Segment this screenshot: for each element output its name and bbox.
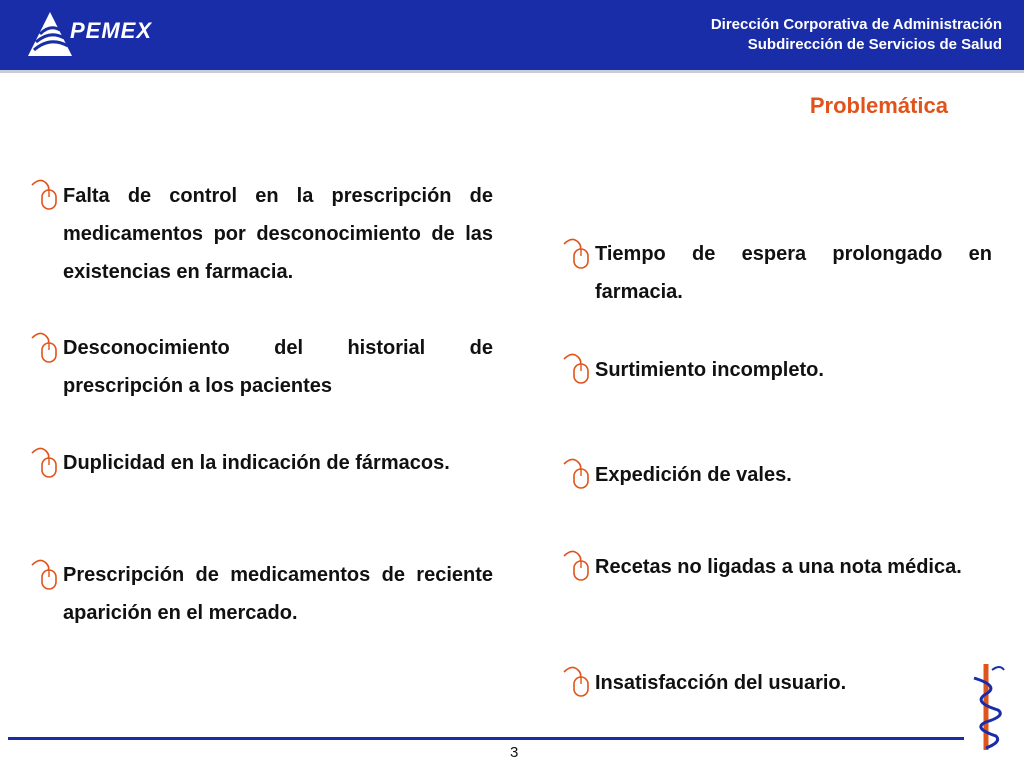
header-shadow: [0, 70, 1024, 73]
left-item-1: Falta de control en la prescripción de medicamentos por desconocimiento de las existencias en farmacia.: [63, 185, 493, 283]
slide-title: Problemática: [809, 93, 948, 118]
department-block: [711, 15, 1002, 55]
footer-line: [8, 737, 964, 740]
right-item-4: Recetas no ligadas a una nota médica.: [595, 556, 962, 578]
header-bar: [0, 0, 1024, 70]
page-number: 3: [510, 744, 519, 761]
mouse-bullet-icon: [30, 177, 60, 211]
right-item-2: Surtimiento incompleto.: [595, 359, 824, 381]
left-item-4: Prescripción de medicamentos de reciente aparición en el mercado.: [63, 564, 493, 624]
right-item-3: Expedición de vales.: [595, 464, 792, 486]
mouse-bullet-icon: [30, 445, 60, 479]
mouse-bullet-icon: [30, 557, 60, 591]
mouse-bullet-icon: [562, 236, 592, 270]
mouse-bullet-icon: [562, 456, 592, 490]
left-item-2: Desconocimiento del historial de prescripción a los pacientes: [63, 337, 493, 397]
brand-name: PEMEX: [70, 18, 153, 43]
caduceus-icon: [966, 660, 1006, 752]
mouse-bullet-icon: [562, 351, 592, 385]
department-line-2: Subdirección de Servicios de Salud: [747, 36, 1002, 53]
right-item-5: Insatisfacción del usuario.: [595, 672, 847, 694]
right-item-1: Tiempo de espera prolongado en farmacia.: [595, 243, 992, 303]
left-item-3: Duplicidad en la indicación de fármacos.: [63, 452, 450, 474]
department-line-1: Dirección Corporativa de Administración: [710, 16, 1002, 33]
mouse-bullet-icon: [562, 548, 592, 582]
mouse-bullet-icon: [562, 664, 592, 698]
mouse-bullet-icon: [30, 330, 60, 364]
